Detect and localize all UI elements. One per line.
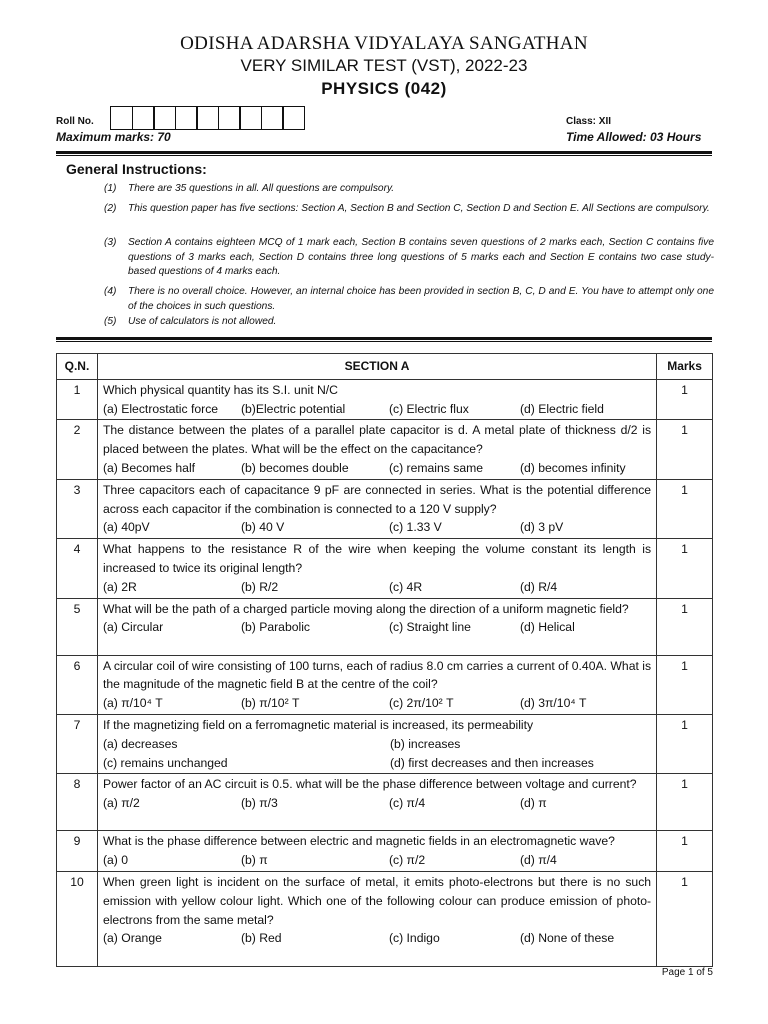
option-b: (b) Parabolic bbox=[240, 620, 311, 635]
option-c: (c) 2π/10² T bbox=[388, 696, 454, 711]
options-row bbox=[103, 794, 651, 813]
option-c: (c) π/2 bbox=[388, 853, 426, 868]
question-text: If the magnetizing field on a ferromagnetic material is increased, its permeability bbox=[102, 717, 534, 732]
table-header-row bbox=[57, 354, 713, 380]
option-a: (a) 0 bbox=[102, 853, 128, 868]
instruction-text: This question paper has five sections: Section A, Section B and Section C, Section D and Section E. All Sections are compulsory. bbox=[128, 203, 710, 214]
options-row bbox=[103, 754, 651, 773]
test-title: VERY SIMILAR TEST (VST), 2022-23 bbox=[240, 56, 528, 75]
instruction-text: There is no overall choice. However, an internal choice has been provided in section B, C, D and E. You have to attempt only one of the choices in such questions. bbox=[128, 286, 714, 312]
question-row bbox=[57, 539, 713, 598]
roll-box bbox=[110, 106, 133, 130]
question-cell bbox=[97, 831, 656, 872]
questions-table bbox=[56, 353, 713, 967]
roll-box bbox=[239, 106, 262, 130]
question-cell bbox=[97, 871, 656, 966]
options-row bbox=[103, 400, 651, 419]
option-b: (b) 40 V bbox=[240, 520, 285, 535]
question-cell bbox=[97, 479, 656, 538]
question-text: What happens to the resistance R of the wire when keeping the volume constant its length is increased to twice its original length? bbox=[102, 542, 652, 575]
question-text: Which physical quantity has its S.I. unit N/C bbox=[102, 382, 338, 397]
instructions-heading: General Instructions: bbox=[66, 161, 207, 177]
question-number: 1 bbox=[57, 379, 98, 420]
option-b: (b) π/10² T bbox=[240, 696, 300, 711]
option-c: (c) Electric flux bbox=[388, 401, 469, 416]
instruction-text: Section A contains eighteen MCQ of 1 mark each, Section B contains seven questions of 2 marks each, Section C contains five questions of 3 marks each, Section D contains three long questions of 5 marks each and Section E contains two case study-based questions of 4 marks each. bbox=[128, 237, 714, 277]
option-a: (a) Orange bbox=[102, 931, 162, 946]
question-row bbox=[57, 479, 713, 538]
question-cell bbox=[97, 379, 656, 420]
question-row bbox=[57, 831, 713, 872]
question-cell bbox=[97, 774, 656, 831]
options-row bbox=[103, 929, 651, 948]
question-marks: 1 bbox=[657, 479, 713, 538]
question-row bbox=[57, 420, 713, 479]
question-text: When green light is incident on the surface of metal, it emits photo-electrons but there is no such emission with yellow colour light. Which one of the following colour can produce emission of photo- electrons from the same metal? bbox=[102, 874, 652, 927]
question-cell bbox=[97, 655, 656, 714]
header-divider bbox=[56, 151, 712, 154]
option-b: (b) Red bbox=[240, 931, 282, 946]
question-text: Power factor of an AC circuit is 0.5. what will be the phase difference between voltage and current? bbox=[102, 777, 637, 792]
option-b: (b) π bbox=[240, 853, 268, 868]
option-c: (c) remains unchanged bbox=[102, 755, 228, 770]
question-marks: 1 bbox=[657, 539, 713, 598]
option-d: (d) π bbox=[519, 796, 547, 811]
option-a: (a) Electrostatic force bbox=[102, 401, 219, 416]
option-c: (c) 4R bbox=[388, 579, 423, 594]
option-a: (a) 2R bbox=[102, 579, 137, 594]
option-c: (c) 1.33 V bbox=[388, 520, 442, 535]
instruction-text: There are 35 questions in all. All questions are compulsory. bbox=[128, 183, 395, 194]
question-number: 10 bbox=[57, 871, 98, 966]
option-b: (b) π/3 bbox=[240, 796, 278, 811]
class-label: Class: XII bbox=[566, 116, 612, 127]
option-a: (a) Circular bbox=[102, 620, 164, 635]
question-row bbox=[57, 714, 713, 773]
option-a: (a) Becomes half bbox=[102, 460, 196, 475]
roll-label: Roll No. bbox=[56, 116, 94, 127]
question-number: 4 bbox=[57, 539, 98, 598]
option-a: (a) π/10⁴ T bbox=[102, 696, 163, 711]
question-number: 6 bbox=[57, 655, 98, 714]
options-row bbox=[103, 851, 651, 870]
question-row bbox=[57, 379, 713, 420]
option-b: (b) increases bbox=[389, 736, 461, 751]
option-c: (c) Straight line bbox=[388, 620, 471, 635]
roll-box bbox=[218, 106, 241, 130]
roll-box bbox=[282, 106, 305, 130]
instruction-item bbox=[104, 182, 714, 197]
option-d: (d) first decreases and then increases bbox=[389, 755, 594, 770]
instructions-divider-thin bbox=[56, 341, 712, 342]
question-marks: 1 bbox=[657, 379, 713, 420]
instruction-item bbox=[104, 236, 714, 280]
options-row bbox=[103, 459, 651, 478]
header-divider-thin bbox=[56, 155, 712, 156]
question-row bbox=[57, 598, 713, 655]
option-d: (d) π/4 bbox=[519, 853, 557, 868]
question-marks: 1 bbox=[657, 774, 713, 831]
options-row bbox=[103, 735, 651, 754]
option-a: (a) π/2 bbox=[102, 796, 140, 811]
option-d: (d) 3 pV bbox=[519, 520, 564, 535]
option-c: (c) remains same bbox=[388, 460, 484, 475]
option-d: (d) Electric field bbox=[519, 401, 604, 416]
roll-box bbox=[196, 106, 219, 130]
instruction-number: (2) bbox=[104, 203, 117, 214]
question-cell bbox=[97, 539, 656, 598]
options-row bbox=[103, 578, 651, 597]
question-number: 7 bbox=[57, 714, 98, 773]
option-d: (d) becomes infinity bbox=[519, 460, 626, 475]
question-marks: 1 bbox=[657, 598, 713, 655]
question-text: What is the phase difference between electric and magnetic fields in an electromagnetic wave? bbox=[102, 834, 615, 849]
col-qn-header: Q.N. bbox=[57, 354, 98, 380]
roll-box bbox=[132, 106, 155, 130]
option-c: (c) Indigo bbox=[388, 931, 440, 946]
option-b: (b)Electric potential bbox=[240, 401, 346, 416]
options-row bbox=[103, 518, 651, 537]
option-b: (b) becomes double bbox=[240, 460, 349, 475]
question-text: The distance between the plates of a parallel plate capacitor is d. A metal plate of thickness d/2 is placed between the plates. What will be the effect on the capacitance? bbox=[102, 423, 652, 457]
question-cell bbox=[97, 420, 656, 479]
question-marks: 1 bbox=[657, 420, 713, 479]
org-title: ODISHA ADARSHA VIDYALAYA SANGATHAN bbox=[180, 33, 588, 54]
question-marks: 1 bbox=[657, 655, 713, 714]
option-c: (c) π/4 bbox=[388, 796, 426, 811]
question-number: 3 bbox=[57, 479, 98, 538]
question-text: Three capacitors each of capacitance 9 pF are connected in series. What is the potential difference across each capacitor if the combination is connected to a 120 V supply? bbox=[102, 482, 652, 516]
question-row bbox=[57, 871, 713, 966]
question-marks: 1 bbox=[657, 714, 713, 773]
question-marks: 1 bbox=[657, 871, 713, 966]
instructions-divider bbox=[56, 337, 712, 340]
col-section-header: SECTION A bbox=[97, 354, 656, 380]
instruction-item bbox=[104, 285, 714, 314]
col-marks-header: Marks bbox=[657, 354, 713, 380]
options-row bbox=[103, 694, 651, 713]
question-cell bbox=[97, 598, 656, 655]
instruction-item bbox=[104, 202, 714, 217]
instruction-number: (4) bbox=[104, 286, 117, 297]
option-a: (a) 40pV bbox=[102, 520, 150, 535]
instruction-item bbox=[104, 315, 714, 330]
instruction-text: Use of calculators is not allowed. bbox=[128, 316, 277, 327]
option-a: (a) decreases bbox=[102, 736, 178, 751]
question-cell bbox=[97, 714, 656, 773]
question-row bbox=[57, 774, 713, 831]
question-number: 8 bbox=[57, 774, 98, 831]
roll-box bbox=[261, 106, 284, 130]
max-marks: Maximum marks: 70 bbox=[56, 130, 171, 144]
roll-box bbox=[153, 106, 176, 130]
roll-number-boxes bbox=[110, 106, 304, 130]
option-d: (d) 3π/10⁴ T bbox=[519, 696, 587, 711]
question-number: 9 bbox=[57, 831, 98, 872]
question-marks: 1 bbox=[657, 831, 713, 872]
subject-title: PHYSICS (042) bbox=[321, 79, 447, 98]
page-number: Page 1 of 5 bbox=[661, 967, 713, 978]
question-number: 5 bbox=[57, 598, 98, 655]
option-b: (b) R/2 bbox=[240, 579, 279, 594]
option-d: (d) Helical bbox=[519, 620, 575, 635]
option-d: (d) None of these bbox=[519, 931, 615, 946]
question-text: What will be the path of a charged particle moving along the direction of a uniform magnetic field? bbox=[102, 601, 629, 616]
question-row bbox=[57, 655, 713, 714]
question-text: A circular coil of wire consisting of 100 turns, each of radius 8.0 cm carries a current of 0.40A. What is the magnitude of the magnetic field B at the centre of the coil? bbox=[102, 658, 652, 692]
question-number: 2 bbox=[57, 420, 98, 479]
time-allowed: Time Allowed: 03 Hours bbox=[566, 130, 702, 144]
instruction-number: (5) bbox=[104, 316, 117, 327]
instruction-number: (1) bbox=[104, 183, 117, 194]
instruction-number: (3) bbox=[104, 237, 117, 248]
roll-box bbox=[175, 106, 198, 130]
options-row bbox=[103, 618, 651, 637]
option-d: (d) R/4 bbox=[519, 579, 558, 594]
